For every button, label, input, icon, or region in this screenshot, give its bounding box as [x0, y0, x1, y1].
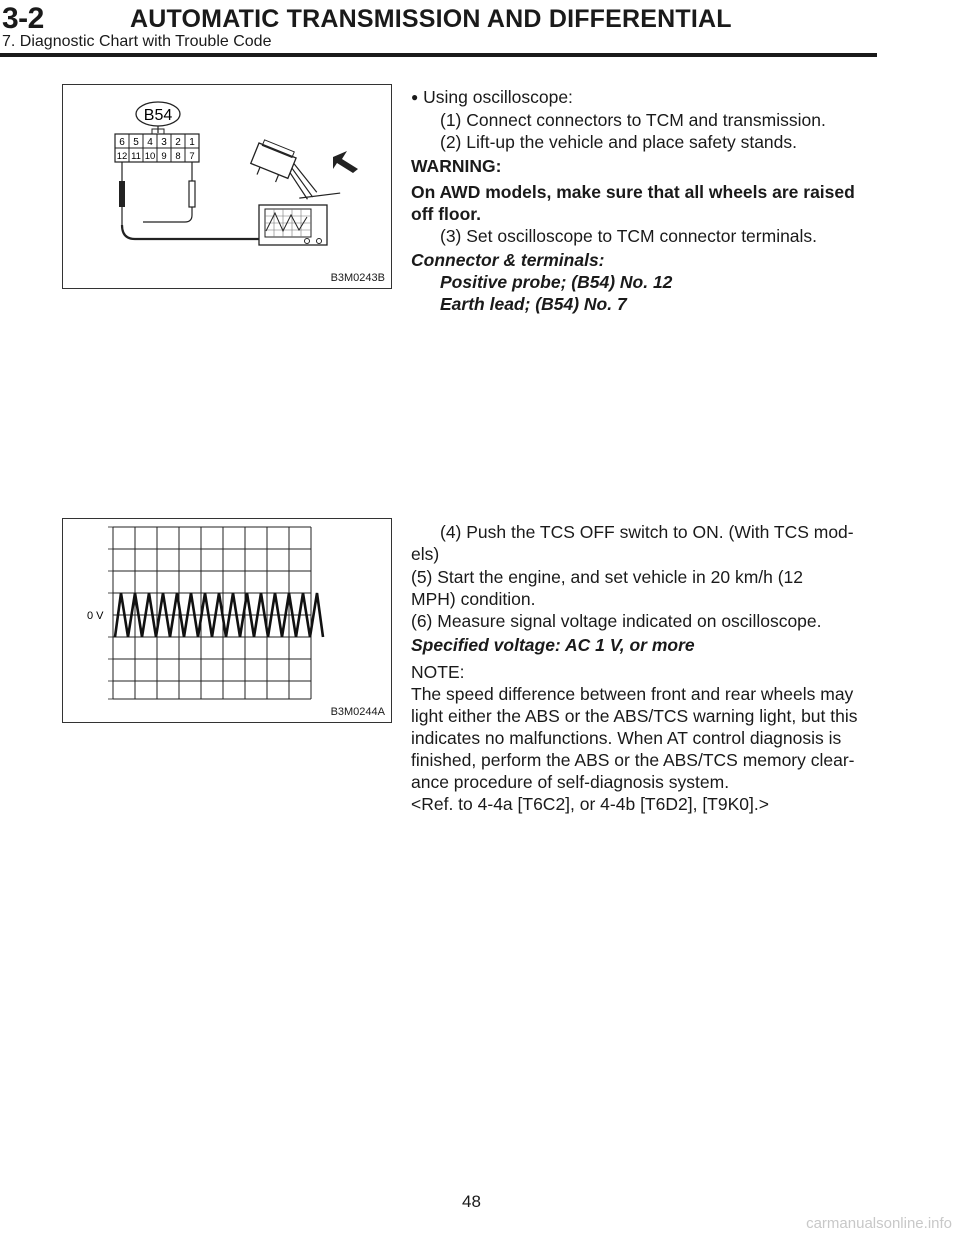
pin-label: 3 [161, 137, 167, 148]
page-header [0, 0, 960, 58]
connector-oscilloscope-figure [62, 84, 392, 289]
section-number: 3-2 [2, 2, 44, 35]
earth-lead: Earth lead; (B54) No. 7 [440, 294, 627, 314]
note-line-1: The speed difference between front and rear wheels may [411, 684, 854, 704]
note-line-6: <Ref. to 4-4a [T6C2], or 4-4b [T6D2], [T9K0].> [411, 794, 769, 814]
warning-text-2: off floor. [411, 204, 481, 224]
step-3: (3) Set oscilloscope to TCM connector terminals. [440, 226, 818, 246]
page-subtitle: 7. Diagnostic Chart with Trouble Code [2, 33, 272, 50]
zero-volt-label: 0 V [87, 610, 104, 622]
pin-label: 8 [175, 151, 181, 162]
step-4-line-2: els) [411, 544, 440, 564]
pin-label: 11 [131, 151, 141, 162]
note-label: NOTE: [411, 662, 465, 682]
pin-label: 2 [175, 137, 181, 148]
step-5-line-2: MPH) condition. [411, 589, 536, 609]
step-6: (6) Measure signal voltage indicated on oscilloscope. [411, 611, 822, 631]
note-line-2: light either the ABS or the ABS/TCS warning light, but this [411, 706, 858, 726]
step-1: (1) Connect connectors to TCM and transmission. [440, 110, 826, 130]
waveform-figure [62, 518, 392, 723]
page-title: AUTOMATIC TRANSMISSION AND DIFFERENTIAL [130, 5, 732, 33]
waveform-diagram [63, 519, 391, 722]
note-line-4: finished, perform the ABS or the ABS/TCS memory clear- [411, 750, 855, 770]
warning-label: WARNING: [411, 156, 502, 176]
connector-label: B54 [143, 107, 173, 124]
connector-diagram [63, 85, 391, 288]
pin-label: 1 [189, 137, 195, 148]
figure-id: B3M0243B [330, 272, 385, 284]
watermark: carmanualsonline.info [806, 1215, 952, 1232]
specified-voltage: Specified voltage: AC 1 V, or more [411, 635, 695, 655]
pin-label: 6 [119, 137, 125, 148]
bullet-icon: ● [411, 90, 419, 104]
pin-label: 4 [147, 137, 153, 148]
header-rule [0, 53, 877, 57]
pin-label: 7 [189, 151, 195, 162]
bullet-line: ● Using oscilloscope: [411, 87, 573, 107]
note-line-5: ance procedure of self-diagnosis system. [411, 772, 730, 792]
pin-label: 12 [116, 151, 128, 162]
positive-probe: Positive probe; (B54) No. 12 [440, 272, 673, 292]
connector-heading: Connector & terminals: [411, 250, 605, 270]
step-5-line-1: (5) Start the engine, and set vehicle in 20 km/h (12 [411, 567, 804, 587]
warning-text-1: On AWD models, make sure that all wheels are raised [411, 182, 855, 202]
figure-id: B3M0244A [330, 706, 385, 718]
page-number: 48 [462, 1192, 481, 1211]
note-line-3: indicates no malfunctions. When AT control diagnosis is [411, 728, 842, 748]
pin-label: 5 [133, 137, 139, 148]
pin-label: 10 [144, 151, 156, 162]
step-2: (2) Lift-up the vehicle and place safety stands. [440, 132, 798, 152]
pin-label: 9 [161, 151, 167, 162]
step-4-line-1: (4) Push the TCS OFF switch to ON. (With TCS mod- [440, 522, 854, 542]
